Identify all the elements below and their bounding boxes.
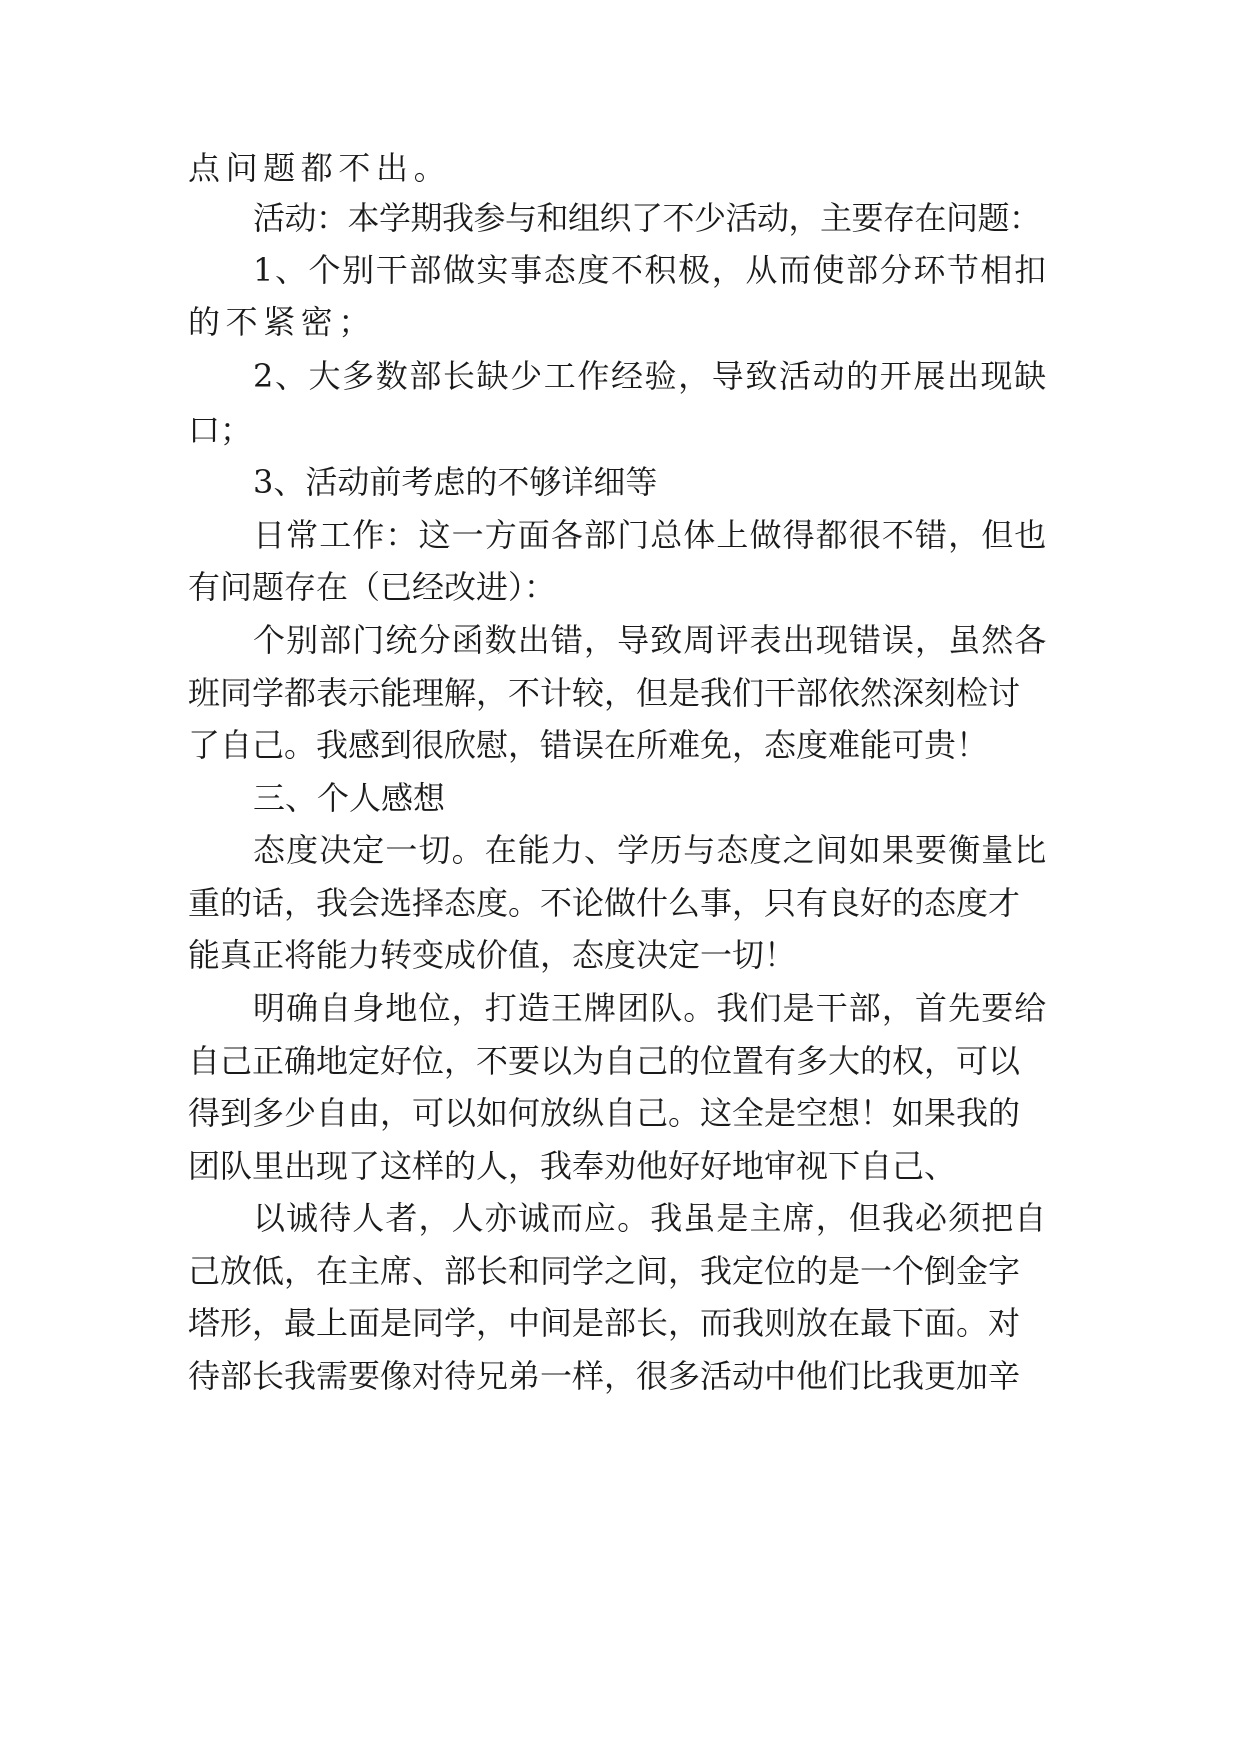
- text-line: 班同学都表示能理解，不计较，但是我们干部依然深刻检讨: [188, 674, 1021, 712]
- text-line: 自己正确地定好位，不要以为自己的位置有多大的权，可以: [188, 1042, 1021, 1080]
- text-line: 点问题都不出。: [188, 149, 452, 187]
- text-line: 团队里出现了这样的人，我奉劝他好好地审视下自己、: [188, 1147, 957, 1185]
- text-line: 日常工作：这一方面各部门总体上做得都很不错，但也: [253, 516, 1048, 554]
- text-line: 了自己。我感到很欣慰，错误在所难免，态度难能可贵！: [188, 726, 989, 764]
- text-line: 以诚待人者，人亦诚而应。我虽是主席，但我必须把自: [253, 1199, 1048, 1237]
- text-line: 3、活动前考虑的不够详细等: [253, 463, 658, 501]
- text-line: 2、大多数部长缺少工作经验，导致活动的开展出现缺: [253, 357, 1048, 395]
- text-line: 得到多少自由，可以如何放纵自己。这全是空想！如果我的: [188, 1094, 1021, 1132]
- text-line: 待部长我需要像对待兄弟一样，很多活动中他们比我更加辛: [188, 1357, 1021, 1395]
- text-line: 能真正将能力转变成价值，态度决定一切！: [188, 936, 797, 974]
- text-line: 己放低，在主席、部长和同学之间，我定位的是一个倒金字: [188, 1252, 1021, 1290]
- text-line: 口；: [188, 411, 253, 449]
- text-line: 明确自身地位，打造王牌团队。我们是干部，首先要给: [253, 989, 1048, 1027]
- section-heading: 三、个人感想: [253, 779, 446, 817]
- text-line: 有问题存在（已经改进）：: [188, 568, 557, 606]
- text-line: 塔形，最上面是同学，中间是部长，而我则放在最下面。对: [188, 1304, 1021, 1342]
- text-line: 个别部门统分函数出错，导致周评表出现错误，虽然各: [253, 621, 1048, 659]
- text-line: 的不紧密；: [188, 303, 377, 341]
- text-line: 态度决定一切。在能力、学历与态度之间如果要衡量比: [253, 831, 1048, 869]
- text-line: 重的话，我会选择态度。不论做什么事，只有良好的态度才: [188, 884, 1021, 922]
- text-line: 1、个别干部做实事态度不积极，从而使部分环节相扣: [253, 251, 1048, 289]
- text-line: 活动：本学期我参与和组织了不少活动，主要存在问题：: [253, 199, 1041, 237]
